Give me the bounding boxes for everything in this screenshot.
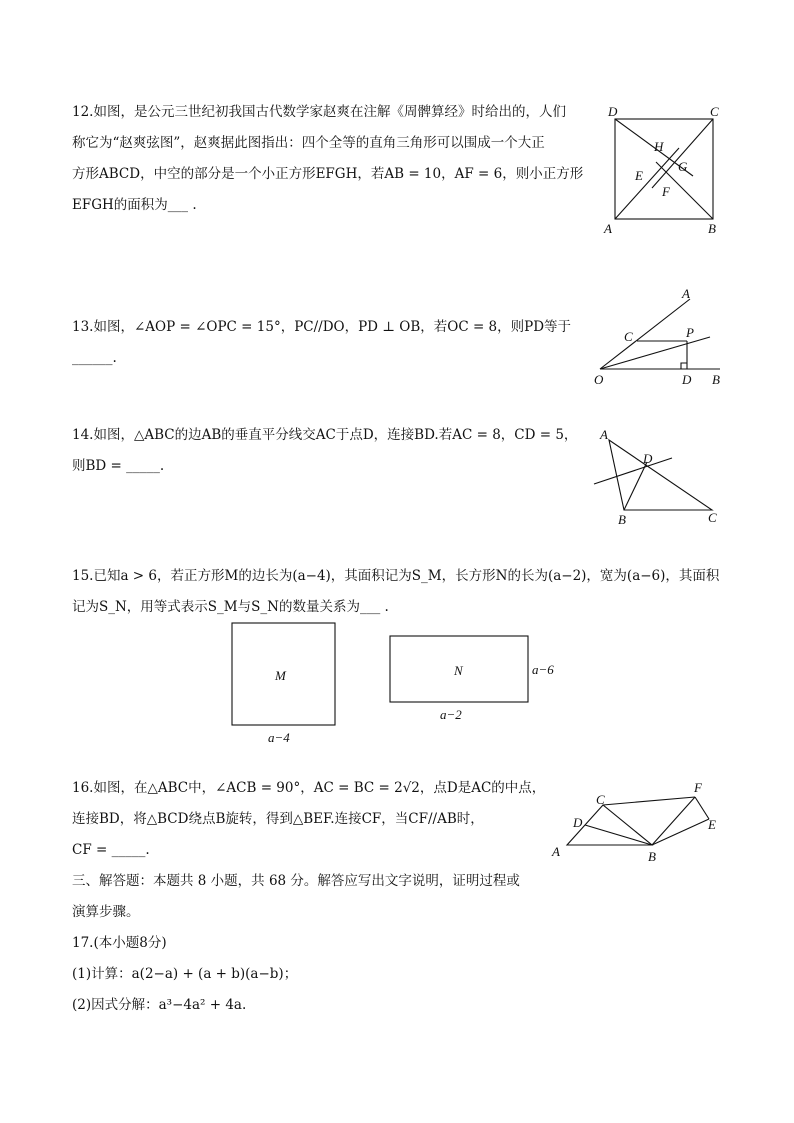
- q16-label-A: A: [552, 844, 560, 859]
- q13-label-D: D: [682, 372, 692, 387]
- q13-label-A: A: [682, 286, 690, 301]
- q14-label-A: A: [600, 427, 608, 442]
- q13-label-P: P: [686, 325, 694, 340]
- q12-label-F: F: [662, 184, 670, 199]
- q14-line-1: 14.如图，△ABC的边AB的垂直平分线交AC于点D，连接BD.若AC = 8，CD = 5，: [72, 427, 578, 443]
- q13-label-O: O: [594, 372, 604, 387]
- q14-line-2: 则BD = _____.: [72, 458, 165, 474]
- q15-line-2: 记为S_N，用等式表示S_M与S_N的数量关系为___ .: [72, 599, 389, 615]
- q14-label-D: D: [643, 451, 653, 466]
- q16-label-D: D: [573, 815, 583, 830]
- q15-label-side-M: a−4: [268, 730, 290, 745]
- q15-line-1: 15.已知a > 6，若正方形M的边长为(a−4)，其面积记为S_M，长方形N的长为(a−2)，宽为(a−6)，其面积: [72, 568, 720, 584]
- q13-label-B: B: [712, 372, 720, 387]
- q16-label-E: E: [708, 817, 716, 832]
- q15-figure-shapes: [225, 615, 565, 750]
- q12-label-C: C: [710, 104, 719, 119]
- q15-label-width-N: a−6: [532, 662, 554, 677]
- q16-figure-rotation: [545, 775, 730, 870]
- q13-label-C: C: [624, 329, 633, 344]
- q17-title: 17.(本小题8分): [72, 935, 167, 951]
- q12-label-H: H: [654, 139, 664, 154]
- q12-label-E: E: [635, 168, 643, 183]
- q16-line-1: 16.如图，在△ABC中，∠ACB = 90°，AC = BC = 2√2，点D是AC的中点，: [72, 780, 546, 796]
- q16-label-B: B: [648, 849, 656, 864]
- q14-label-B: B: [618, 512, 626, 527]
- q13-figure-angle: [590, 285, 730, 395]
- q12-label-A: A: [604, 221, 612, 236]
- q16-line-3: CF = _____.: [72, 842, 150, 858]
- section-3-line-1: 三、解答题：本题共 8 小题，共 68 分。解答应写出文字说明，证明过程或: [72, 873, 520, 889]
- q13-line-1: 13.如图，∠AOP = ∠OPC = 15°，PC//DO，PD ⊥ OB，若OC = 8，则PD等于: [72, 319, 572, 335]
- q13-line-2: ______.: [72, 350, 117, 366]
- q12-label-G: G: [678, 159, 688, 174]
- q12-line-4: EFGH的面积为___ .: [72, 197, 197, 213]
- q16-label-F: F: [694, 780, 702, 795]
- q12-label-D: D: [608, 104, 618, 119]
- q16-line-2: 连接BD，将△BCD绕点B旋转，得到△BEF.连接CF，当CF//AB时，: [72, 811, 484, 827]
- q14-label-C: C: [708, 510, 717, 525]
- q15-label-length-N: a−2: [440, 707, 462, 722]
- q12-figure-zhaoshuang-diagram: [600, 100, 730, 240]
- q14-figure-triangle: [590, 425, 730, 530]
- q17-part-2: (2)因式分解：a³−4a² + 4a.: [72, 997, 247, 1013]
- q17-part-1: (1)计算：a(2−a) + (a + b)(a−b)；: [72, 966, 298, 982]
- q12-line-2: 称它为“赵爽弦图”，赵爽据此图指出：四个全等的直角三角形可以围成一个大正: [72, 135, 545, 151]
- section-3-line-2: 演算步骤。: [72, 904, 140, 920]
- q12-label-B: B: [708, 221, 716, 236]
- q12-line-3: 方形ABCD，中空的部分是一个小正方形EFGH，若AB = 10，AF = 6，则小正方形: [72, 166, 584, 182]
- q15-label-N: N: [454, 663, 463, 678]
- q15-label-M: M: [275, 668, 286, 683]
- q12-line-1: 12.如图，是公元三世纪初我国古代数学家赵爽在注解《周髀算经》时给出的，人们: [72, 104, 566, 120]
- q16-label-C: C: [596, 792, 605, 807]
